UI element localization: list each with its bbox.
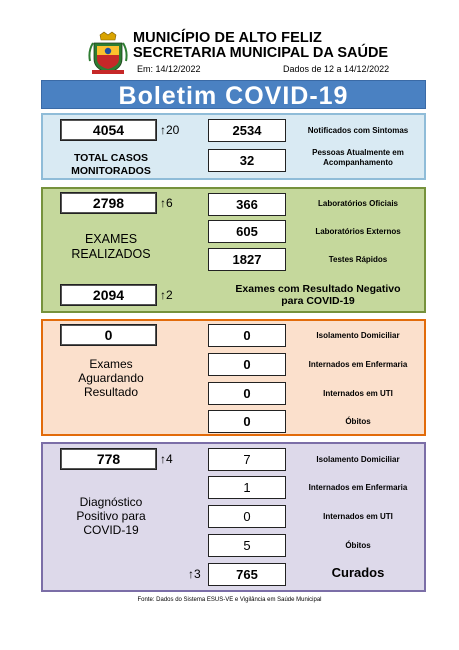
rapid-tests-value: 1827 (208, 248, 286, 271)
positive-deaths-label: Óbitos (345, 541, 371, 550)
awaiting-total-value: 0 (60, 324, 157, 346)
notified-label: Notificados com Sintomas (307, 126, 409, 135)
data-range: Dados de 12 a 14/12/2022 (283, 64, 390, 74)
awaiting-deaths-value: 0 (208, 410, 286, 433)
official-labs-label: Laboratórios Oficiais (317, 199, 399, 208)
external-labs-label: Laboratórios Externos (315, 227, 401, 236)
exams-total-value: 2798 (60, 192, 157, 214)
municipal-crest-icon (88, 31, 128, 75)
recovered-value: 765 (208, 563, 286, 586)
in-follow-up-label: Pessoas Atualmente em Acompanhamento (312, 148, 404, 167)
positive-label: Diagnóstico Positivo para COVID-19 (76, 495, 146, 537)
source-footnote: Fonte: Dados do Sistema ESUS-VE e Vigilância em Saúde Municipal (137, 597, 322, 603)
awaiting-deaths-label: Óbitos (345, 417, 371, 426)
negative-exams-label: Exames com Resultado Negativo para COVID-19 (235, 283, 401, 307)
awaiting-icu-value: 0 (208, 382, 286, 405)
official-labs-value: 366 (208, 193, 286, 216)
awaiting-home-isolation-label: Isolamento Domiciliar (316, 331, 400, 340)
recovered-label: Curados (331, 565, 385, 580)
bulletin-banner: Boletim COVID-19 (41, 80, 426, 109)
rapid-tests-label: Testes Rápidos (328, 255, 388, 264)
external-labs-value: 605 (208, 220, 286, 243)
exams-label: EXAMES REALIZADOS (71, 232, 151, 261)
secretariat-title: SECRETARIA MUNICIPAL DA SAÚDE (133, 45, 389, 61)
awaiting-home-isolation-value: 0 (208, 324, 286, 347)
positive-ward-label: Internados em Enfermaria (308, 483, 408, 492)
exams-total-delta: ↑6 (160, 196, 173, 210)
positive-home-isolation-label: Isolamento Domiciliar (316, 455, 400, 464)
positive-total-delta: ↑4 (160, 452, 173, 466)
awaiting-icu-label: Internados em UTI (323, 389, 393, 398)
positive-ward-value: 1 (208, 476, 286, 499)
notified-value: 2534 (208, 119, 286, 142)
awaiting-label: Exames Aguardando Resultado (78, 357, 144, 399)
negative-exams-delta: ↑2 (160, 288, 173, 302)
positive-home-isolation-value: 7 (208, 448, 286, 471)
awaiting-ward-label: Internados em Enfermaria (308, 360, 408, 369)
recovered-delta: ↑3 (188, 567, 201, 581)
positive-icu-label: Internados em UTI (323, 512, 393, 521)
total-monitored-label: TOTAL CASOS MONITORADOS (71, 152, 151, 177)
positive-total-value: 778 (60, 448, 157, 470)
awaiting-ward-value: 0 (208, 353, 286, 376)
in-follow-up-value: 32 (208, 149, 286, 172)
positive-deaths-value: 5 (208, 534, 286, 557)
total-monitored-delta: ↑20 (160, 123, 180, 137)
negative-exams-value: 2094 (60, 284, 157, 306)
positive-icu-value: 0 (208, 505, 286, 528)
municipality-title: MUNICÍPIO DE ALTO FELIZ (133, 30, 322, 46)
emission-date: Em: 14/12/2022 (137, 64, 201, 74)
total-monitored-value: 4054 (60, 119, 157, 141)
